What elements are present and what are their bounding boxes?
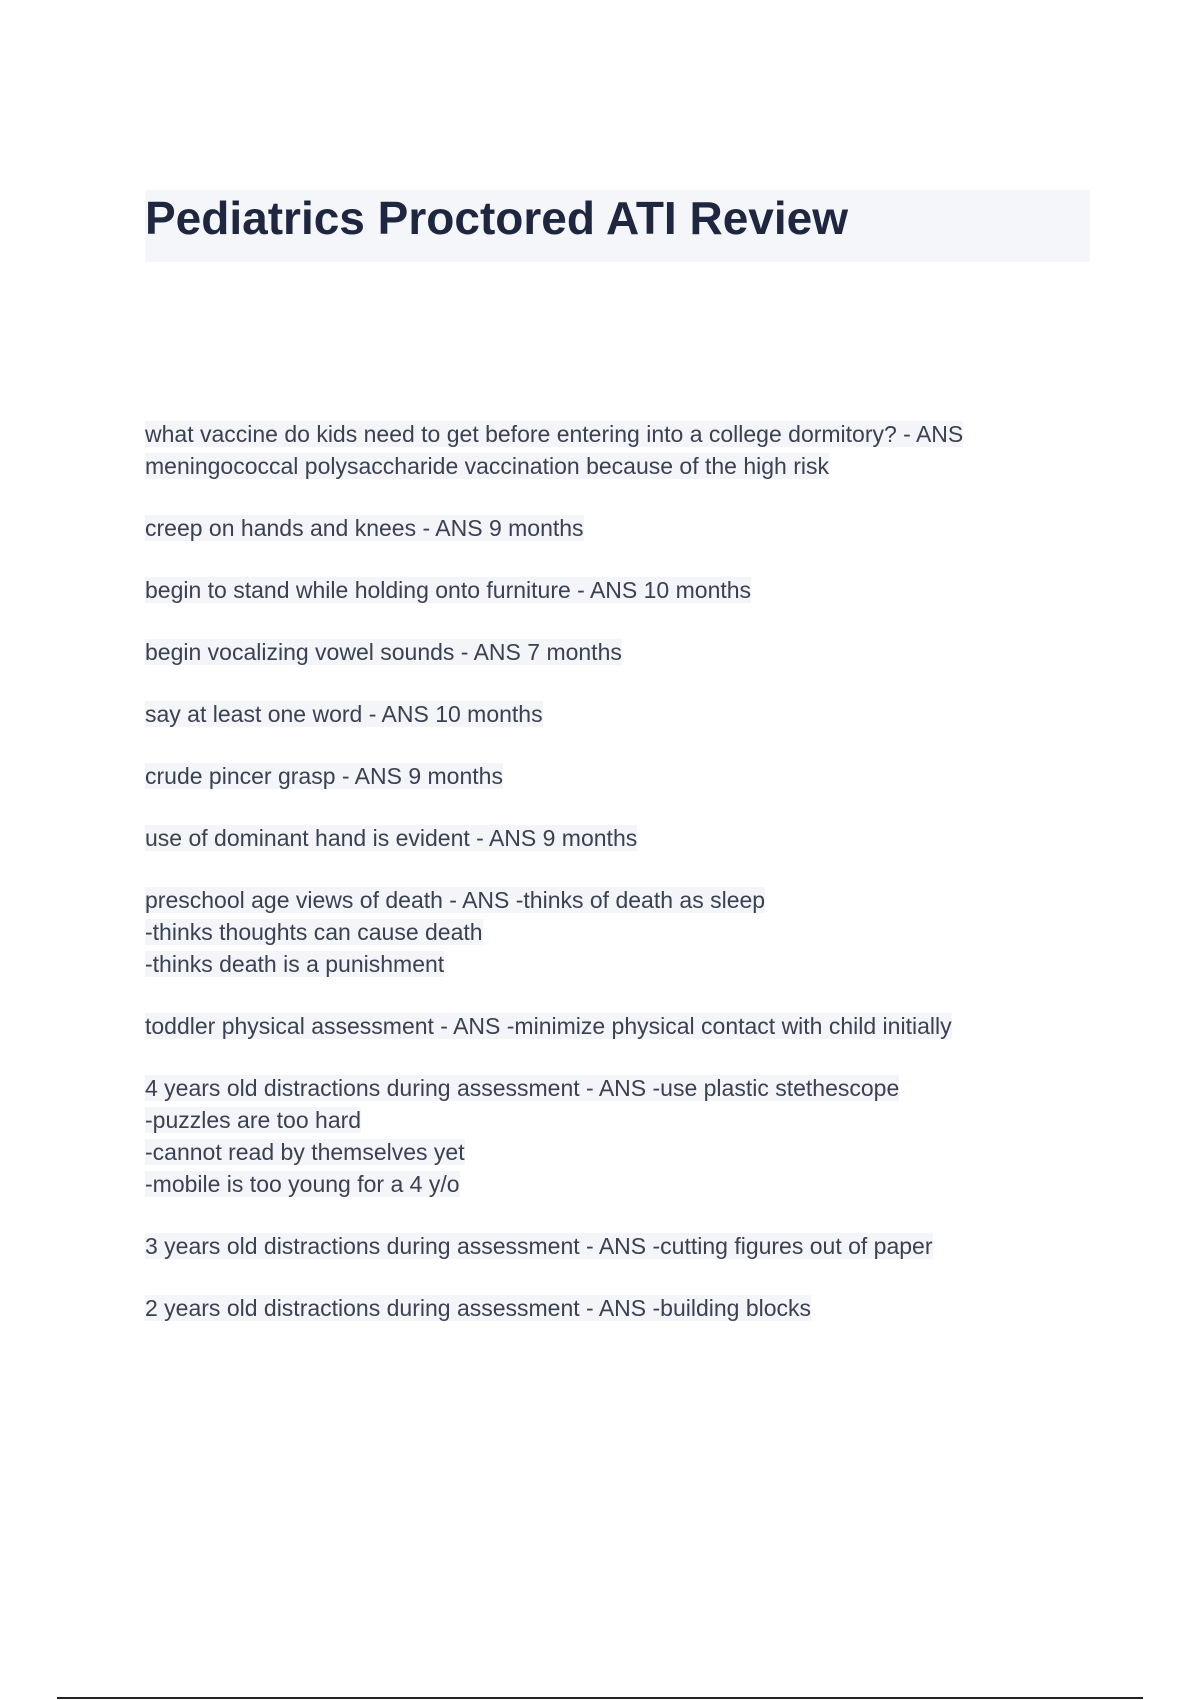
qa-line: say at least one word - ANS 10 months xyxy=(145,701,543,727)
qa-line: creep on hands and knees - ANS 9 months xyxy=(145,515,584,541)
qa-line: what vaccine do kids need to get before entering into a college dormitory? - ANS xyxy=(145,421,964,447)
qa-item xyxy=(145,760,1105,792)
qa-item xyxy=(145,574,1105,606)
qa-item xyxy=(145,512,1105,544)
qa-line: crude pincer grasp - ANS 9 months xyxy=(145,763,503,789)
qa-line: preschool age views of death - ANS -thinks of death as sleep xyxy=(145,887,766,913)
footer-divider xyxy=(57,1697,1143,1699)
title-band xyxy=(145,190,1090,262)
qa-line: meningococcal polysaccharide vaccination because of the high risk xyxy=(145,453,830,479)
page-title: Pediatrics Proctored ATI Review xyxy=(145,192,849,244)
qa-line: begin to stand while holding onto furniture - ANS 10 months xyxy=(145,577,752,603)
qa-item xyxy=(145,418,1105,482)
qa-item xyxy=(145,698,1105,730)
qa-line: 2 years old distractions during assessment - ANS -building blocks xyxy=(145,1295,812,1321)
qa-line: -puzzles are too hard xyxy=(145,1107,362,1133)
qa-item xyxy=(145,822,1105,854)
qa-line: toddler physical assessment - ANS -minimize physical contact with child initially xyxy=(145,1013,952,1039)
qa-line: 3 years old distractions during assessment - ANS -cutting figures out of paper xyxy=(145,1233,933,1259)
qa-line: -mobile is too young for a 4 y/o xyxy=(145,1171,460,1197)
qa-line: use of dominant hand is evident - ANS 9 months xyxy=(145,825,638,851)
qa-list xyxy=(145,418,1105,1354)
qa-item xyxy=(145,1010,1105,1042)
qa-line: -thinks thoughts can cause death xyxy=(145,919,483,945)
qa-line: -thinks death is a punishment xyxy=(145,951,445,977)
qa-line: -cannot read by themselves yet xyxy=(145,1139,465,1165)
qa-line: 4 years old distractions during assessment - ANS -use plastic stethescope xyxy=(145,1075,900,1101)
qa-item xyxy=(145,636,1105,668)
qa-item xyxy=(145,884,1105,980)
qa-item xyxy=(145,1292,1105,1324)
qa-item xyxy=(145,1072,1105,1200)
qa-line: begin vocalizing vowel sounds - ANS 7 months xyxy=(145,639,622,665)
qa-item xyxy=(145,1230,1105,1262)
